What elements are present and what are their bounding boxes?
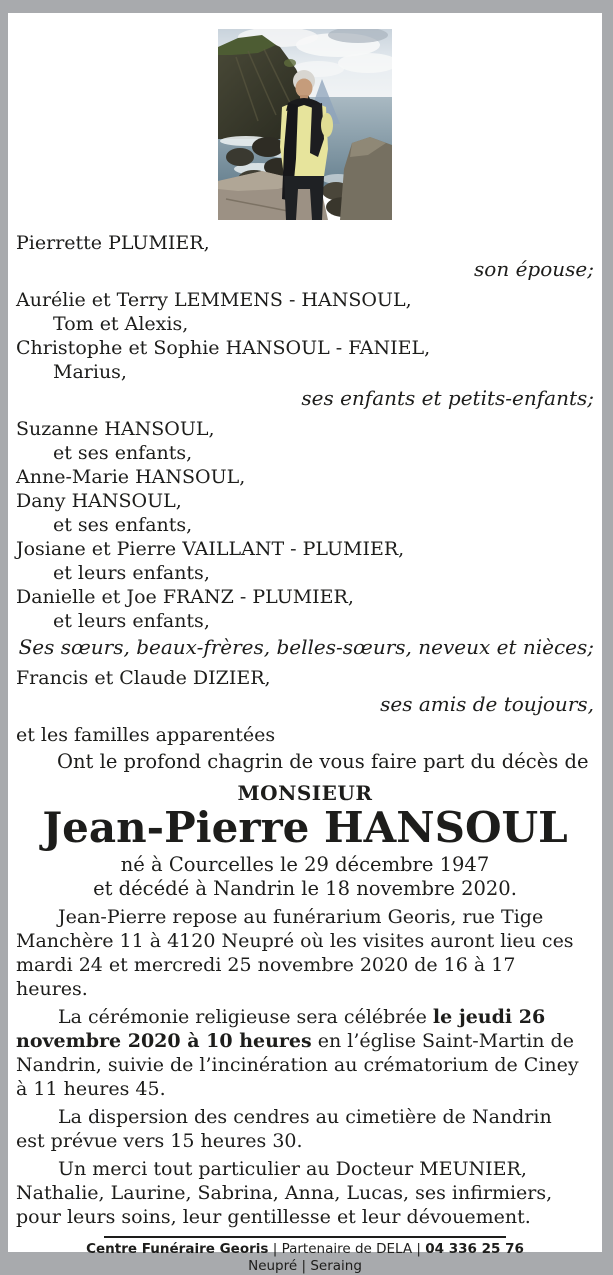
mourner-line: Josiane et Pierre VAILLANT - PLUMIER, xyxy=(16,538,405,560)
mourner-line: Suzanne HANSOUL, xyxy=(16,418,215,440)
mourner-line: Anne-Marie HANSOUL, xyxy=(16,466,246,488)
footer-segment: | xyxy=(412,1241,426,1257)
face xyxy=(296,79,313,98)
mourner-line: Dany HANSOUL, xyxy=(16,490,182,512)
relation-label: Ses sœurs, beaux-frères, belles-sœurs, neveux et nièces; xyxy=(18,635,594,659)
deceased-title: MONSIEUR xyxy=(237,781,373,805)
mourner-line: Pierrette PLUMIER, xyxy=(16,232,210,254)
footer-rule xyxy=(104,1236,506,1238)
mourners-list xyxy=(16,231,594,716)
families-line: et les familles apparentées xyxy=(16,724,276,746)
funeral-home-footer xyxy=(16,1236,594,1275)
mourner-group xyxy=(16,288,594,410)
birth-line: né à Courcelles le 29 décembre 1947 xyxy=(120,853,490,876)
deceased-name: Jean-Pierre HANSOUL xyxy=(42,803,568,852)
paragraph-segment: La dispersion des cendres au cimetière de Nandrin est prévue vers 15 heures 30. xyxy=(16,1106,552,1152)
grief-announcement-line: Ont le profond chagrin de vous faire part du décès de xyxy=(57,750,589,773)
footer-segment: Partenaire de DELA xyxy=(281,1241,413,1257)
mourner-line: et leurs enfants, xyxy=(53,562,210,584)
relation-label: ses amis de toujours, xyxy=(380,692,594,716)
paragraph-segment: Un merci tout particulier au Docteur MEUNIER, Nathalie, Laurine, Sabrina, Anna, Lucas, ses infirmiers, pour leurs soins, leur gentillesse et leur dévouement. xyxy=(16,1158,553,1228)
funeral-home-locations: Neupré | Seraing xyxy=(248,1258,362,1274)
paragraph-bold-segment: le jeudi 26 novembre 2020 à 10 heures xyxy=(16,1006,546,1052)
seaside-portrait-illustration xyxy=(218,29,392,220)
paragraph-segment: en l’église Saint-Martin de Nandrin, suivie de l’incinération au crématorium de Ciney à 11 heures 45. xyxy=(16,1030,579,1100)
paragraph-segment: La cérémonie religieuse sera célébrée xyxy=(58,1006,433,1028)
mourner-group xyxy=(16,417,594,659)
footer-segment: | xyxy=(268,1241,282,1257)
body-paragraph xyxy=(16,1157,594,1229)
footer-bold-segment: Centre Funéraire Georis xyxy=(86,1241,269,1257)
cliff-green-patch xyxy=(284,59,296,67)
obituary-card xyxy=(8,13,602,1274)
right-arm xyxy=(321,113,333,137)
mourner-line: Christophe et Sophie HANSOUL - FANIEL, xyxy=(16,337,431,359)
mourner-line: Tom et Alexis, xyxy=(53,313,189,335)
mourner-line: et ses enfants, xyxy=(53,442,193,464)
body-paragraphs xyxy=(16,905,594,1229)
relation-label: son épouse; xyxy=(474,257,594,281)
mourner-line: Francis et Claude DIZIER, xyxy=(16,667,271,689)
relation-label: ses enfants et petits-enfants; xyxy=(301,386,594,410)
mourner-line: Marius, xyxy=(53,361,127,383)
mourner-line: et leurs enfants, xyxy=(53,610,210,632)
mourner-line: Aurélie et Terry LEMMENS - HANSOUL, xyxy=(16,289,412,311)
paragraph-segment: Jean-Pierre repose au funérarium Georis, rue Tige Manchère 11 à 4120 Neupré où les visites auront lieu ces mardi 24 et mercredi 25 novembre 2020 de 16 à 17 heures. xyxy=(16,906,574,1000)
mourner-group xyxy=(16,231,594,281)
mourner-line: et ses enfants, xyxy=(53,514,193,536)
body-paragraph xyxy=(16,1105,594,1153)
mourner-line: Danielle et Joe FRANZ - PLUMIER, xyxy=(16,586,354,608)
death-line: et décédé à Nandrin le 18 novembre 2020. xyxy=(93,877,517,900)
body-paragraph xyxy=(16,1005,594,1101)
funeral-home-info xyxy=(16,1241,594,1258)
footer-bold-segment: 04 336 25 76 xyxy=(425,1241,524,1257)
deceased-portrait-photo xyxy=(218,29,392,220)
mourner-group xyxy=(16,666,594,716)
body-paragraph xyxy=(16,905,594,1001)
